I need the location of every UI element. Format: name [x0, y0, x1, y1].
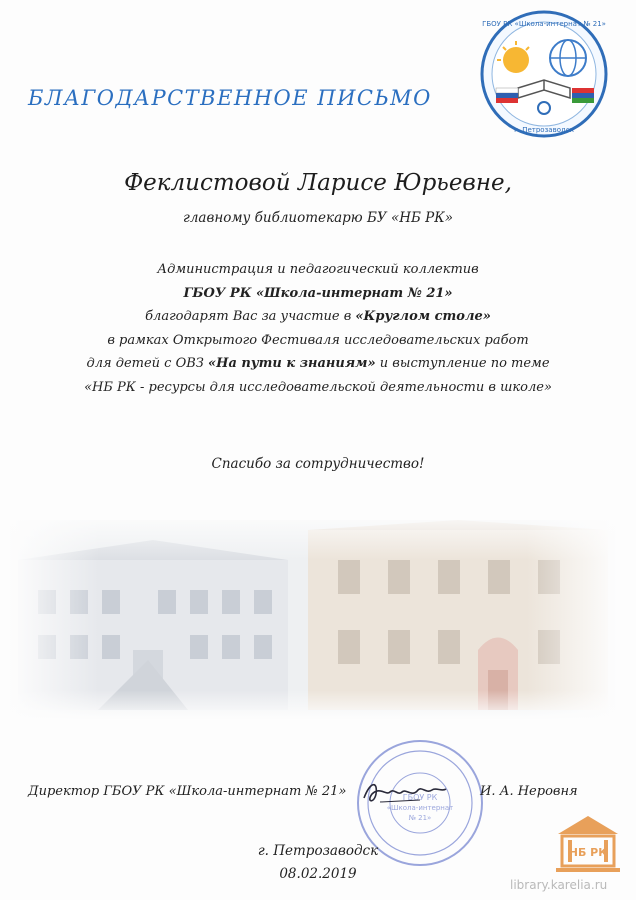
city-line: г. Петрозаводск [257, 843, 379, 859]
svg-text:г. Петрозаводск: г. Петрозаводск [514, 126, 574, 134]
body-organization: ГБОУ РК «Школа-интернат № 21» [183, 285, 453, 301]
recipient-name: Феклистовой Ларисе Юрьевне, [124, 170, 512, 196]
school-emblem-logo [478, 8, 610, 140]
svg-text:НБ РК: НБ РК [568, 846, 608, 859]
body-line-5-prefix: для детей с ОВЗ [86, 356, 209, 371]
signature-title: Директор ГБОУ РК «Школа-интернат № 21» [28, 784, 347, 799]
recipient-position: главному библиотекарю БУ «НБ РК» [183, 210, 453, 226]
body-event-name: «Круглом столе» [355, 309, 491, 324]
signature-name: И. А. Неровня [480, 784, 578, 799]
letter-title: БЛАГОДАРСТВЕННОЕ ПИСЬМО [28, 86, 432, 110]
svg-text:«Школа-интернат: «Школа-интернат [386, 804, 454, 812]
handwritten-signature [360, 772, 450, 812]
library-watermark-icon [548, 810, 628, 878]
svg-text:№ 21»: № 21» [408, 814, 432, 822]
body-line-5 [20, 352, 616, 376]
body-line-3-prefix: благодарят Вас за участие в [145, 309, 356, 324]
svg-text:ГБОУ РК: ГБОУ РК [402, 793, 438, 802]
thanks-line: Спасибо за сотрудничество! [211, 456, 425, 472]
body-festival-name: «На пути к знаниям» [208, 356, 376, 371]
letter-date: 08.02.2019 [279, 866, 357, 882]
body-line-1: Администрация и педагогический коллектив [157, 262, 479, 277]
body-line-3 [20, 305, 616, 329]
school-building-photo [8, 520, 618, 720]
body-line-4: в рамках Открытого Фестиваля исследовательских работ [107, 332, 529, 348]
body-line-5-suffix: и выступление по теме [375, 356, 550, 371]
letter-body [20, 258, 616, 399]
svg-text:ГБОУ РК «Школа-интернат № 21»: ГБОУ РК «Школа-интернат № 21» [482, 20, 606, 28]
body-line-6: «НБ РК - ресурсы для исследовательской деятельности в школе» [84, 379, 552, 395]
library-site-watermark: library.karelia.ru [510, 878, 608, 892]
